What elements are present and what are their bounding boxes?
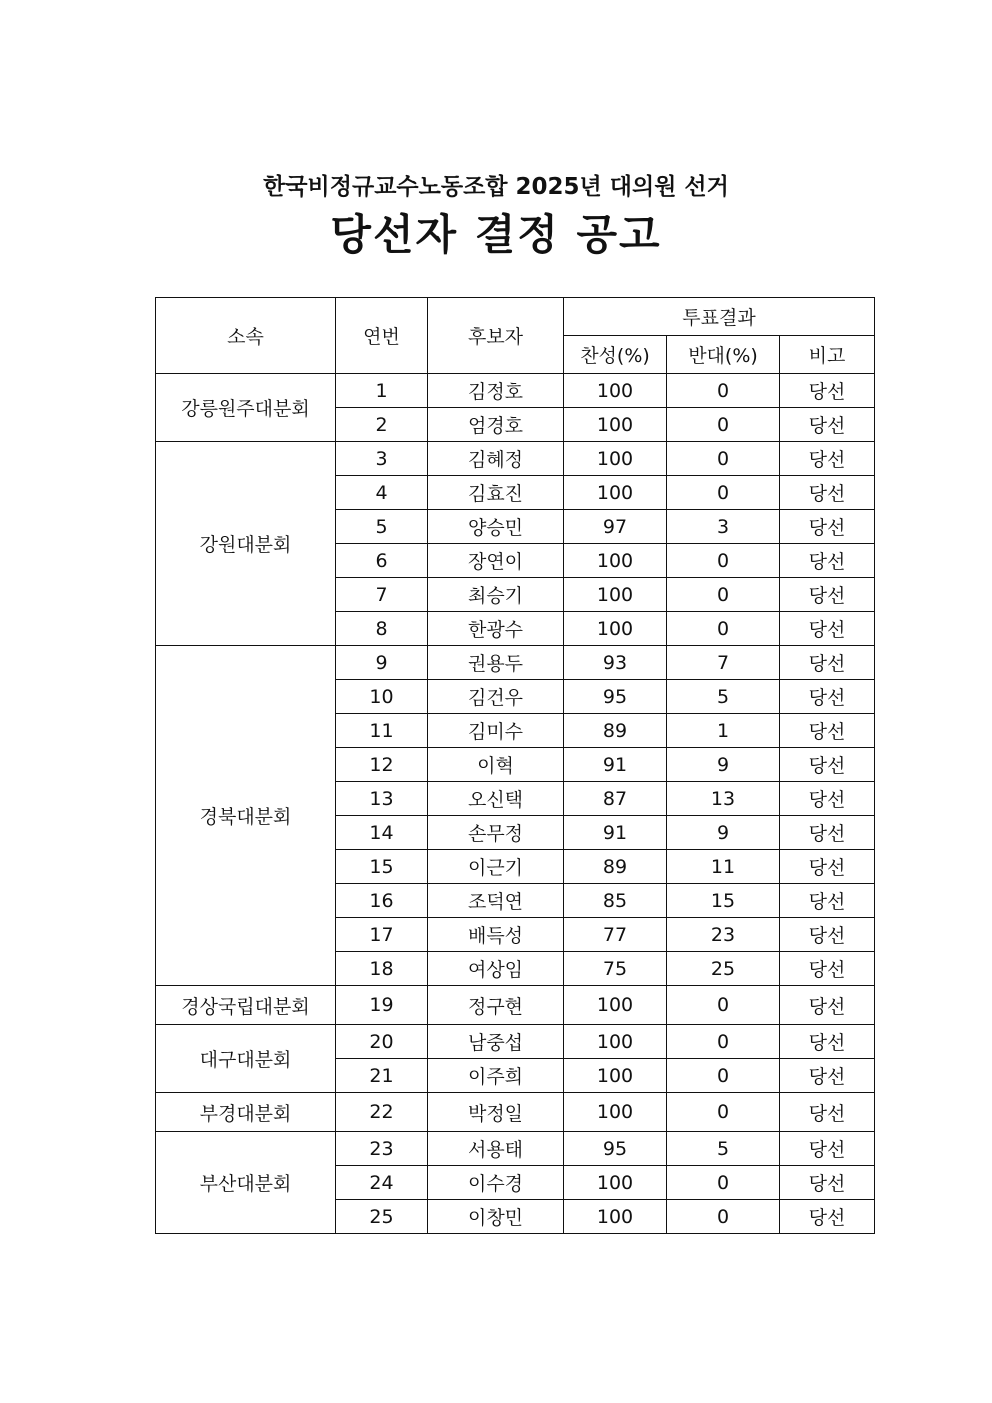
oppose-cell: 9 <box>667 816 780 850</box>
candidate-cell: 김정호 <box>428 374 564 408</box>
number-cell: 14 <box>336 816 428 850</box>
number-cell: 2 <box>336 408 428 442</box>
candidate-cell: 박정일 <box>428 1093 564 1132</box>
candidate-cell: 손무정 <box>428 816 564 850</box>
note-cell: 당선 <box>780 1200 875 1234</box>
candidate-cell: 장연이 <box>428 544 564 578</box>
candidate-cell: 최승기 <box>428 578 564 612</box>
document-title: 당선자 결정 공고 <box>330 210 662 259</box>
note-cell: 당선 <box>780 748 875 782</box>
candidate-cell: 이수경 <box>428 1166 564 1200</box>
number-cell: 21 <box>336 1059 428 1093</box>
candidate-cell: 이주희 <box>428 1059 564 1093</box>
number-cell: 13 <box>336 782 428 816</box>
note-cell: 당선 <box>780 578 875 612</box>
note-cell: 당선 <box>780 442 875 476</box>
approve-cell: 93 <box>564 646 667 680</box>
candidate-cell: 이근기 <box>428 850 564 884</box>
candidate-cell: 김미수 <box>428 714 564 748</box>
oppose-cell: 0 <box>667 1166 780 1200</box>
affiliation-cell: 경북대분회 <box>156 646 336 986</box>
approve-cell: 100 <box>564 374 667 408</box>
approve-cell: 100 <box>564 1059 667 1093</box>
number-cell: 24 <box>336 1166 428 1200</box>
note-cell: 당선 <box>780 1025 875 1059</box>
note-cell: 당선 <box>780 884 875 918</box>
oppose-cell: 0 <box>667 1200 780 1234</box>
approve-cell: 100 <box>564 442 667 476</box>
number-cell: 18 <box>336 952 428 986</box>
number-cell: 6 <box>336 544 428 578</box>
candidate-cell: 배득성 <box>428 918 564 952</box>
candidate-cell: 김혜정 <box>428 442 564 476</box>
oppose-cell: 0 <box>667 986 780 1025</box>
oppose-cell: 0 <box>667 408 780 442</box>
approve-cell: 91 <box>564 748 667 782</box>
number-cell: 12 <box>336 748 428 782</box>
number-cell: 3 <box>336 442 428 476</box>
candidate-cell: 한광수 <box>428 612 564 646</box>
approve-cell: 77 <box>564 918 667 952</box>
approve-cell: 100 <box>564 1093 667 1132</box>
table-row <box>156 442 875 476</box>
approve-cell: 85 <box>564 884 667 918</box>
number-cell: 25 <box>336 1200 428 1234</box>
column-header-number: 연번 <box>336 298 428 374</box>
oppose-cell: 0 <box>667 1025 780 1059</box>
results-table-body <box>156 374 875 1234</box>
note-cell: 당선 <box>780 850 875 884</box>
table-row <box>156 1093 875 1132</box>
approve-cell: 95 <box>564 1132 667 1166</box>
oppose-cell: 0 <box>667 578 780 612</box>
approve-cell: 87 <box>564 782 667 816</box>
candidate-cell: 조덕연 <box>428 884 564 918</box>
note-cell: 당선 <box>780 952 875 986</box>
oppose-cell: 0 <box>667 1093 780 1132</box>
number-cell: 19 <box>336 986 428 1025</box>
approve-cell: 100 <box>564 1200 667 1234</box>
number-cell: 8 <box>336 612 428 646</box>
number-cell: 22 <box>336 1093 428 1132</box>
number-cell: 4 <box>336 476 428 510</box>
note-cell: 당선 <box>780 714 875 748</box>
approve-cell: 91 <box>564 816 667 850</box>
column-header-oppose: 반대(%) <box>667 336 780 374</box>
approve-cell: 100 <box>564 578 667 612</box>
oppose-cell: 5 <box>667 680 780 714</box>
oppose-cell: 5 <box>667 1132 780 1166</box>
candidate-cell: 김건우 <box>428 680 564 714</box>
note-cell: 당선 <box>780 1132 875 1166</box>
oppose-cell: 0 <box>667 544 780 578</box>
note-cell: 당선 <box>780 646 875 680</box>
approve-cell: 95 <box>564 680 667 714</box>
oppose-cell: 7 <box>667 646 780 680</box>
note-cell: 당선 <box>780 544 875 578</box>
number-cell: 15 <box>336 850 428 884</box>
note-cell: 당선 <box>780 918 875 952</box>
oppose-cell: 13 <box>667 782 780 816</box>
candidate-cell: 정구현 <box>428 986 564 1025</box>
affiliation-cell: 부산대분회 <box>156 1132 336 1234</box>
candidate-cell: 여상임 <box>428 952 564 986</box>
oppose-cell: 3 <box>667 510 780 544</box>
approve-cell: 100 <box>564 1166 667 1200</box>
note-cell: 당선 <box>780 986 875 1025</box>
candidate-cell: 오신택 <box>428 782 564 816</box>
column-header-vote-result: 투표결과 <box>564 298 875 336</box>
note-cell: 당선 <box>780 510 875 544</box>
note-cell: 당선 <box>780 816 875 850</box>
table-row <box>156 1132 875 1166</box>
approve-cell: 100 <box>564 544 667 578</box>
candidate-cell: 서용태 <box>428 1132 564 1166</box>
approve-cell: 100 <box>564 476 667 510</box>
candidate-cell: 권용두 <box>428 646 564 680</box>
number-cell: 5 <box>336 510 428 544</box>
candidate-cell: 이혁 <box>428 748 564 782</box>
table-row <box>156 374 875 408</box>
number-cell: 11 <box>336 714 428 748</box>
note-cell: 당선 <box>780 1059 875 1093</box>
table-row <box>156 986 875 1025</box>
candidate-cell: 엄경호 <box>428 408 564 442</box>
note-cell: 당선 <box>780 680 875 714</box>
approve-cell: 100 <box>564 986 667 1025</box>
affiliation-cell: 강릉원주대분회 <box>156 374 336 442</box>
number-cell: 1 <box>336 374 428 408</box>
approve-cell: 75 <box>564 952 667 986</box>
approve-cell: 97 <box>564 510 667 544</box>
election-results-table <box>155 297 875 1234</box>
note-cell: 당선 <box>780 1093 875 1132</box>
candidate-cell: 남중섭 <box>428 1025 564 1059</box>
oppose-cell: 1 <box>667 714 780 748</box>
oppose-cell: 23 <box>667 918 780 952</box>
note-cell: 당선 <box>780 612 875 646</box>
oppose-cell: 15 <box>667 884 780 918</box>
column-header-candidate: 후보자 <box>428 298 564 374</box>
approve-cell: 100 <box>564 408 667 442</box>
note-cell: 당선 <box>780 374 875 408</box>
note-cell: 당선 <box>780 408 875 442</box>
candidate-cell: 이창민 <box>428 1200 564 1234</box>
affiliation-cell: 대구대분회 <box>156 1025 336 1093</box>
column-header-note: 비고 <box>780 336 875 374</box>
oppose-cell: 0 <box>667 476 780 510</box>
oppose-cell: 0 <box>667 374 780 408</box>
number-cell: 23 <box>336 1132 428 1166</box>
oppose-cell: 0 <box>667 612 780 646</box>
oppose-cell: 25 <box>667 952 780 986</box>
number-cell: 9 <box>336 646 428 680</box>
note-cell: 당선 <box>780 476 875 510</box>
oppose-cell: 0 <box>667 442 780 476</box>
document-subtitle: 한국비정규교수노동조합 2025년 대의원 선거 <box>263 174 729 200</box>
note-cell: 당선 <box>780 1166 875 1200</box>
oppose-cell: 9 <box>667 748 780 782</box>
approve-cell: 89 <box>564 714 667 748</box>
approve-cell: 100 <box>564 1025 667 1059</box>
number-cell: 10 <box>336 680 428 714</box>
table-row <box>156 1025 875 1059</box>
oppose-cell: 11 <box>667 850 780 884</box>
approve-cell: 89 <box>564 850 667 884</box>
approve-cell: 100 <box>564 612 667 646</box>
candidate-cell: 김효진 <box>428 476 564 510</box>
affiliation-cell: 부경대분회 <box>156 1093 336 1132</box>
oppose-cell: 0 <box>667 1059 780 1093</box>
column-header-approve: 찬성(%) <box>564 336 667 374</box>
note-cell: 당선 <box>780 782 875 816</box>
affiliation-cell: 경상국립대분회 <box>156 986 336 1025</box>
table-row <box>156 646 875 680</box>
number-cell: 16 <box>336 884 428 918</box>
candidate-cell: 양승민 <box>428 510 564 544</box>
column-header-affiliation: 소속 <box>156 298 336 374</box>
number-cell: 20 <box>336 1025 428 1059</box>
results-table-header <box>156 298 875 374</box>
affiliation-cell: 강원대분회 <box>156 442 336 646</box>
number-cell: 17 <box>336 918 428 952</box>
number-cell: 7 <box>336 578 428 612</box>
